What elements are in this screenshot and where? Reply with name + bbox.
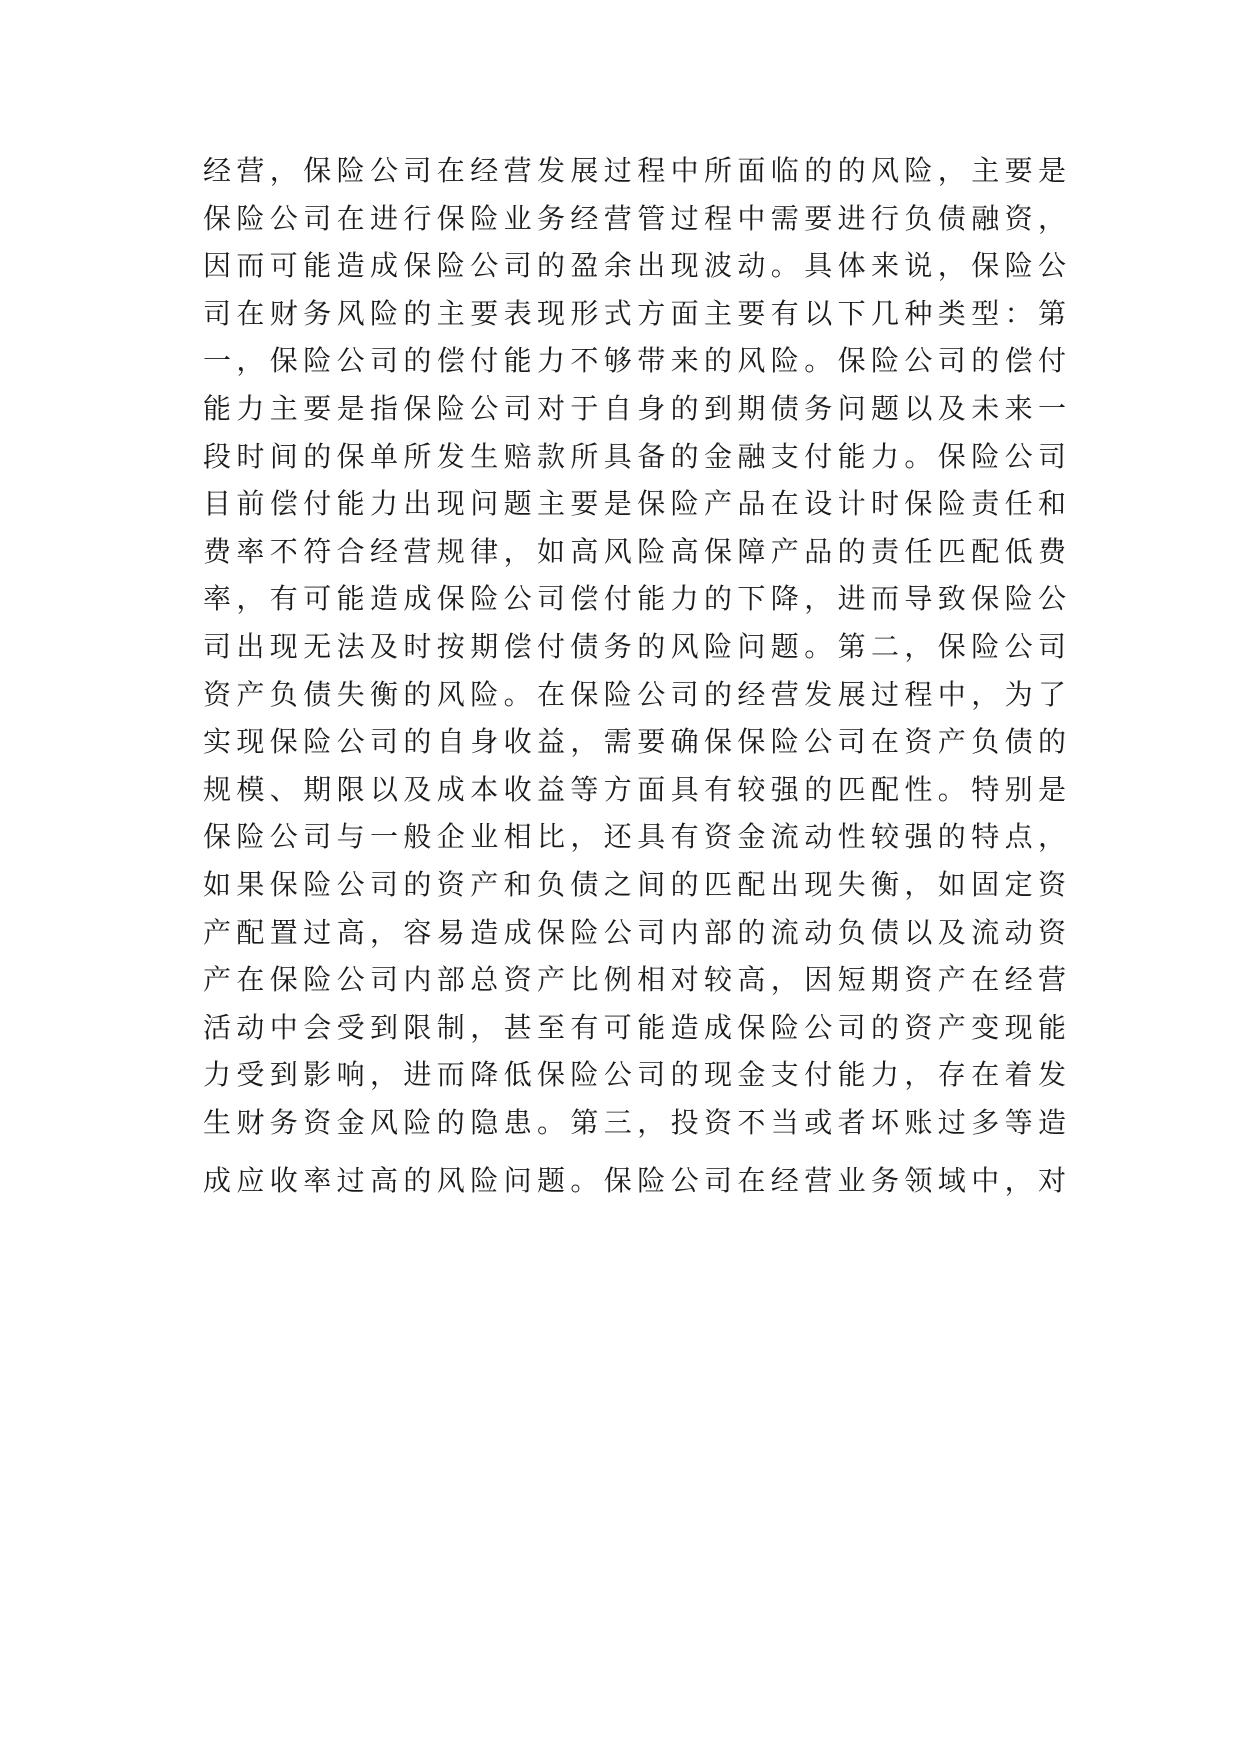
text-line: 规模、期限以及成本收益等方面具有较强的匹配性。特别是 bbox=[203, 773, 1072, 806]
text-line: 产配置过高，容易造成保险公司内部的流动负债以及流动资 bbox=[203, 916, 1072, 949]
text-line: 段时间的保单所发生赔款所具备的金融支付能力。保险公司 bbox=[203, 440, 1072, 473]
text-line: 如果保险公司的资产和负债之间的匹配出现失衡，如固定资 bbox=[203, 868, 1072, 901]
text-line: 保险公司在进行保险业务经营管过程中需要进行负债融资， bbox=[203, 202, 1072, 235]
text-line: 司在财务风险的主要表现形式方面主要有以下几种类型：第 bbox=[203, 297, 1072, 330]
text-line: 资产负债失衡的风险。在保险公司的经营发展过程中，为了 bbox=[203, 678, 1072, 711]
text-line: 活动中会受到限制，甚至有可能造成保险公司的资产变现能 bbox=[203, 1011, 1072, 1044]
text-line: 一，保险公司的偿付能力不够带来的风险。保险公司的偿付 bbox=[203, 344, 1072, 377]
text-line: 因而可能造成保险公司的盈余出现波动。具体来说，保险公 bbox=[203, 249, 1072, 282]
text-line: 保险公司与一般企业相比，还具有资金流动性较强的特点， bbox=[203, 820, 1072, 853]
text-line: 率，有可能造成保险公司偿付能力的下降，进而导致保险公 bbox=[203, 582, 1072, 615]
text-line: 产在保险公司内部总资产比例相对较高，因短期资产在经营 bbox=[203, 963, 1072, 996]
text-line: 费率不符合经营规律，如高风险高保障产品的责任匹配低费 bbox=[203, 535, 1072, 568]
text-line: 实现保险公司的自身收益，需要确保保险公司在资产负债的 bbox=[203, 725, 1072, 758]
text-line: 能力主要是指保险公司对于自身的到期债务问题以及未来一 bbox=[203, 392, 1072, 425]
text-line: 经营，保险公司在经营发展过程中所面临的的风险，主要是 bbox=[203, 154, 1072, 187]
text-line: 成应收率过高的风险问题。保险公司在经营业务领域中，对 bbox=[203, 1164, 1072, 1197]
text-line: 目前偿付能力出现问题主要是保险产品在设计时保险责任和 bbox=[203, 487, 1072, 520]
text-line: 司出现无法及时按期偿付债务的风险问题。第二，保险公司 bbox=[203, 630, 1072, 663]
text-line: 力受到影响，进而降低保险公司的现金支付能力，存在着发 bbox=[203, 1058, 1072, 1091]
text-line: 生财务资金风险的隐患。第三，投资不当或者坏账过多等造 bbox=[203, 1106, 1072, 1139]
